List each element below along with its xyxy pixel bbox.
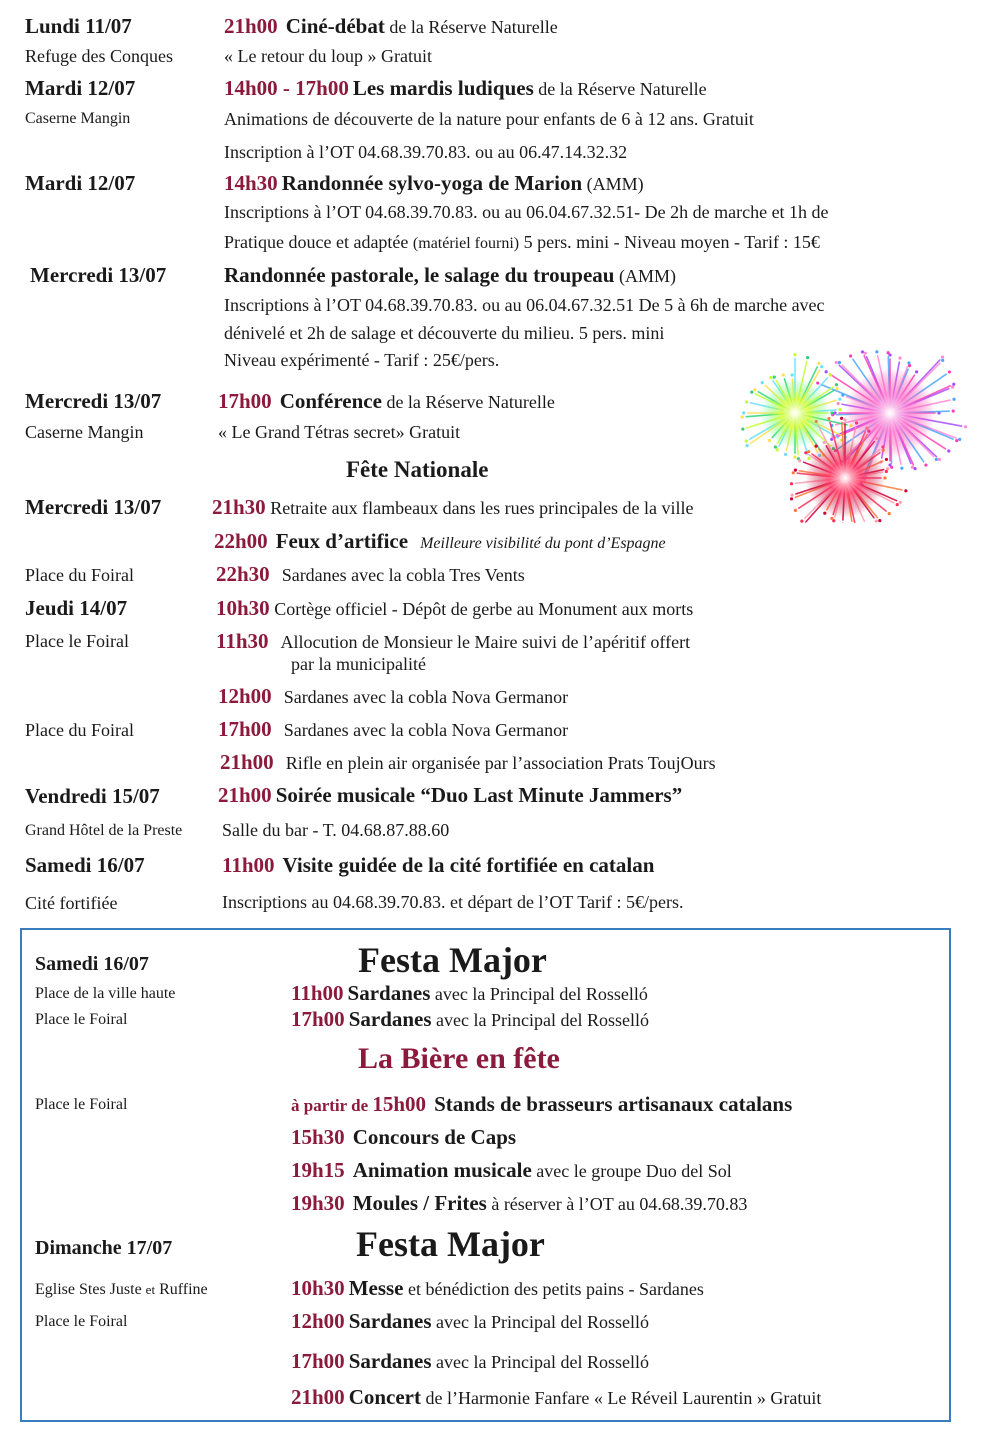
firework-spark [900, 467, 903, 470]
firework-spark [791, 494, 794, 497]
event-desc: Animations de découverte de la nature pour enfants de 6 à 12 ans. Gratuit [224, 109, 754, 129]
event-date: Mercredi 13/07 [25, 495, 162, 519]
event-time: 11h00 [291, 981, 344, 1005]
section-heading: Festa Major [358, 940, 547, 980]
firework-spark [888, 353, 891, 356]
firework-spark [878, 519, 881, 522]
event-time: 17h00 [291, 1007, 345, 1031]
firework-spark [885, 470, 888, 473]
event-date: Lundi 11/07 [25, 14, 132, 38]
firework-spark [784, 453, 787, 456]
event-date: Mardi 12/07 [25, 171, 136, 195]
section-heading: Festa Major [356, 1224, 545, 1264]
firework-spark [794, 509, 797, 512]
firework-spark [861, 350, 864, 353]
firework-spark [750, 391, 753, 394]
event-time: 14h00 - 17h00 [224, 76, 349, 100]
event-desc: Inscriptions à l’OT 04.68.39.70.83. ou au 06.04.67.32.51- De 2h de marche et 1h de [224, 202, 829, 222]
firework-spark [947, 449, 950, 452]
event-desc: avec le groupe Duo del Sol [531, 1161, 732, 1181]
event-time: 21h00 [224, 14, 278, 38]
event-desc [224, 233, 820, 252]
firework-spark [830, 517, 833, 520]
event-date: Jeudi 14/07 [25, 596, 128, 620]
firework-spark [769, 376, 772, 379]
event-time: 21h30 [212, 495, 266, 519]
firework-spark [941, 359, 944, 362]
event-line [291, 1127, 516, 1148]
firework-spark [888, 512, 891, 515]
event-line [212, 497, 694, 518]
event-place-part: Eglise Stes Juste [35, 1281, 146, 1298]
event-line [224, 16, 558, 37]
event-desc: Retraite aux flambeaux dans les rues principales de la ville [265, 498, 694, 518]
event-title: Concert [348, 1385, 421, 1409]
firework-spark [838, 361, 841, 364]
event-title: Ciné-débat [285, 14, 385, 38]
event-desc: avec la Principal del Rosselló [430, 984, 648, 1004]
firework-spark [899, 501, 902, 504]
event-line [224, 173, 644, 194]
event-place: Cité fortifiée [25, 893, 118, 913]
firework-spark [825, 370, 828, 373]
firework-spark [841, 522, 844, 523]
event-line [291, 983, 648, 1004]
event-desc: (AMM) [582, 174, 644, 194]
event-line [218, 785, 682, 806]
event-time: 14h30 [224, 171, 278, 195]
firework-spark [807, 450, 810, 453]
event-line [222, 855, 654, 876]
event-line [291, 1278, 704, 1299]
firework-spark [833, 411, 836, 414]
event-desc: Cortège officiel - Dépôt de gerbe au Monument aux morts [269, 599, 694, 619]
firework-spark [768, 439, 771, 442]
firework-spark [941, 355, 944, 358]
firework-spark [790, 482, 793, 485]
event-desc: Inscription à l’OT 04.68.39.70.83. ou au 06.47.14.32.32 [224, 142, 628, 162]
firework-spark [745, 440, 748, 443]
event-title: Randonnée pastorale, le salage du troupeau [224, 263, 615, 287]
event-title: Conférence [279, 389, 382, 413]
firework-spark [835, 383, 838, 386]
firework-spark [790, 497, 793, 500]
event-desc-part: 5 pers. mini - Niveau moyen - Tarif : 15€ [519, 232, 820, 252]
firework-spark [773, 376, 776, 379]
event-place: Place le Foiral [35, 1011, 128, 1028]
firework-spark [924, 463, 927, 466]
event-time: 17h00 [291, 1349, 345, 1373]
event-line [291, 1387, 821, 1408]
firework-spark [952, 409, 955, 412]
event-line [291, 1311, 649, 1332]
firework-spark [745, 400, 748, 403]
event-time: 11h30 [216, 629, 269, 653]
event-desc: de la Réserve Naturelle [381, 392, 555, 412]
event-time: 11h00 [222, 853, 275, 877]
section-heading: La Bière en fête [358, 1042, 560, 1075]
event-title: Animation musicale [352, 1158, 532, 1182]
event-desc: Sardanes avec la cobla Tres Vents [281, 565, 525, 585]
event-line [224, 78, 707, 99]
event-date: Vendredi 15/07 [25, 784, 160, 808]
firework-spark [776, 448, 779, 451]
firework-spark [829, 373, 832, 376]
event-place: Caserne Mangin [25, 110, 131, 127]
firework-spark [904, 489, 907, 492]
firework-spark [898, 357, 901, 360]
firework-spark [886, 467, 889, 470]
firework-spark [804, 451, 807, 454]
event-time: 10h30 [291, 1276, 345, 1300]
event-place: Place de la ville haute [35, 985, 176, 1002]
event-place: Place du Foiral [25, 565, 134, 585]
event-place: Place le Foiral [35, 1096, 128, 1113]
event-date: Mercredi 13/07 [30, 263, 167, 287]
firework-spark [792, 471, 795, 474]
event-time: 17h00 [218, 389, 272, 413]
event-time: 19h15 [291, 1158, 345, 1182]
event-desc: (AMM) [614, 266, 676, 286]
event-title: Sardanes [347, 981, 431, 1005]
event-time: 12h00 [218, 684, 272, 708]
event-desc: Allocution de Monsieur le Maire suivi de l’apéritif offert [280, 632, 691, 652]
event-line [291, 1193, 747, 1214]
firework-spark [820, 365, 823, 368]
event-time: 22h30 [216, 562, 270, 586]
event-title: Moules / Frites [352, 1191, 487, 1215]
event-line [218, 686, 568, 707]
event-place: Caserne Mangin [25, 422, 144, 442]
event-title: Sardanes [348, 1349, 432, 1373]
firework-spark [838, 398, 841, 401]
firework-spark [774, 445, 777, 448]
event-date: Samedi 16/07 [25, 853, 145, 877]
firework-spark [935, 458, 938, 461]
firework-spark [885, 458, 888, 461]
event-desc: et bénédiction des petits pains - Sardanes [403, 1279, 704, 1299]
firework-spark [864, 352, 867, 355]
event-time: 10h30 [216, 596, 270, 620]
event-desc: de la Réserve Naturelle [384, 17, 558, 37]
event-line [214, 531, 666, 552]
event-line [291, 1094, 792, 1115]
firework-spark [952, 398, 955, 401]
event-desc: avec la Principal del Rosselló [431, 1352, 649, 1372]
event-place: Grand Hôtel de la Preste [25, 822, 183, 839]
event-desc: Salle du bar - T. 04.68.87.88.60 [222, 820, 450, 840]
event-line [216, 598, 693, 619]
event-date: Dimanche 17/07 [35, 1237, 173, 1259]
event-place [35, 1282, 208, 1298]
firework-spark [875, 519, 878, 522]
event-place-part: Ruffine [155, 1281, 208, 1298]
event-time: 12h00 [291, 1309, 345, 1333]
firework-spark [875, 350, 878, 353]
event-time: 15h30 [291, 1125, 345, 1149]
firework-glow [805, 438, 885, 518]
firework-spark [761, 381, 764, 384]
fireworks-illustration [725, 318, 975, 523]
event-title: Randonnée sylvo-yoga de Marion [281, 171, 583, 195]
event-line [291, 1009, 649, 1030]
event-title: Messe [348, 1276, 404, 1300]
event-date: Mardi 12/07 [25, 76, 136, 100]
event-desc: dénivelé et 2h de salage et découverte du milieu. 5 pers. mini [224, 323, 665, 343]
event-desc-part: Pratique douce et adaptée [224, 232, 413, 252]
firework-spark [793, 456, 796, 459]
firework-spark [800, 520, 803, 523]
firework-spark [835, 387, 838, 390]
firework-spark [907, 361, 910, 364]
event-line [218, 391, 555, 412]
event-time: 19h30 [291, 1191, 345, 1215]
event-desc: avec la Principal del Rosselló [431, 1312, 649, 1332]
firework-spark [742, 411, 745, 414]
firework-spark [782, 373, 785, 376]
event-line [291, 1351, 649, 1372]
event-desc: « Le retour du loup » Gratuit [224, 46, 432, 66]
event-title: Feux d’artifice [275, 529, 409, 553]
event-desc-note: (matériel fourni) [412, 235, 520, 252]
firework-spark [817, 362, 820, 365]
event-line [291, 1160, 732, 1181]
firework-spark [798, 459, 801, 462]
section-heading: Fête Nationale [346, 457, 489, 482]
firework-spark [741, 415, 744, 418]
event-title: Stands de brasseurs artisanaux catalans [434, 1092, 793, 1116]
firework-spark [951, 385, 954, 388]
firework-spark [791, 373, 794, 376]
firework-spark [964, 425, 967, 428]
event-title: Visite guidée de la cité fortifiée en catalan [282, 853, 655, 877]
event-date: Samedi 16/07 [35, 953, 149, 975]
event-place: Refuge des Conques [25, 46, 173, 66]
firework-glow [760, 378, 830, 448]
firework-spark [741, 427, 744, 430]
firework-spark [794, 469, 797, 472]
event-desc: Inscriptions au 04.68.39.70.83. et départ de l’OT Tarif : 5€/pers. [222, 892, 684, 912]
event-place: Place du Foiral [25, 720, 134, 740]
event-place-part: et [145, 1282, 156, 1297]
firework-spark [952, 383, 955, 386]
event-desc: de la Réserve Naturelle [533, 79, 707, 99]
event-desc: avec la Principal del Rosselló [431, 1010, 649, 1030]
event-title: Sardanes [348, 1309, 432, 1333]
firework-spark [911, 466, 914, 469]
firework-spark [837, 402, 840, 405]
event-time: 21h00 [291, 1385, 345, 1409]
event-desc: par la municipalité [291, 654, 426, 674]
event-time: 15h00 [372, 1092, 427, 1116]
event-date: Mercredi 13/07 [25, 389, 162, 413]
event-title: Les mardis ludiques [352, 76, 534, 100]
firework-spark [815, 445, 818, 448]
firework-spark [908, 364, 911, 367]
firework-spark [948, 370, 951, 373]
event-title: Concours de Caps [352, 1125, 517, 1149]
event-note: Meilleure visibilité du pont d’Espagne [420, 535, 666, 552]
event-line [218, 719, 568, 740]
firework-spark [840, 417, 843, 420]
event-time: 21h00 [220, 750, 274, 774]
event-desc: Niveau expérimenté - Tarif : 25€/pers. [224, 350, 500, 370]
event-desc: de l’Harmonie Fanfare « Le Réveil Laurentin » Gratuit [421, 1388, 822, 1408]
firework-spark [793, 353, 796, 356]
event-desc: Sardanes avec la cobla Nova Germanor [283, 687, 569, 707]
event-time: 22h00 [214, 529, 268, 553]
event-place: Place le Foiral [35, 1313, 128, 1330]
event-desc: à réserver à l’OT au 04.68.39.70.83 [486, 1194, 748, 1214]
event-title: Sardanes [348, 1007, 432, 1031]
event-desc: Inscriptions à l’OT 04.68.39.70.83. ou au 06.04.67.32.51 De 5 à 6h de marche avec [224, 295, 825, 315]
firework-spark [753, 388, 756, 391]
firework-spark [806, 356, 809, 359]
event-line [216, 631, 690, 652]
event-title: Soirée musicale “Duo Last Minute Jammers” [275, 783, 683, 807]
event-line [216, 564, 525, 585]
firework-spark [938, 458, 941, 461]
firework-spark [839, 408, 842, 411]
firework-spark [830, 411, 833, 414]
event-desc: Rifle en plein air organisée par l’association Prats ToujOurs [285, 753, 716, 773]
event-desc: « Le Grand Tétras secret» Gratuit [218, 422, 461, 442]
event-line [224, 265, 676, 286]
firework-spark [896, 503, 899, 506]
firework-spark [958, 438, 961, 441]
event-time: 21h00 [218, 783, 272, 807]
event-time: 17h00 [218, 717, 272, 741]
firework-spark [915, 370, 918, 373]
firework-spark [746, 444, 749, 447]
event-desc: Sardanes avec la cobla Nova Germanor [283, 720, 569, 740]
firework-spark [955, 439, 958, 442]
event-line [220, 752, 716, 773]
event-place: Place le Foiral [25, 631, 129, 651]
firework-spark [888, 463, 891, 466]
firework-spark [849, 354, 852, 357]
firework-spark [816, 381, 819, 384]
event-prefix: à partir de [291, 1096, 373, 1115]
firework-spark [835, 361, 838, 364]
